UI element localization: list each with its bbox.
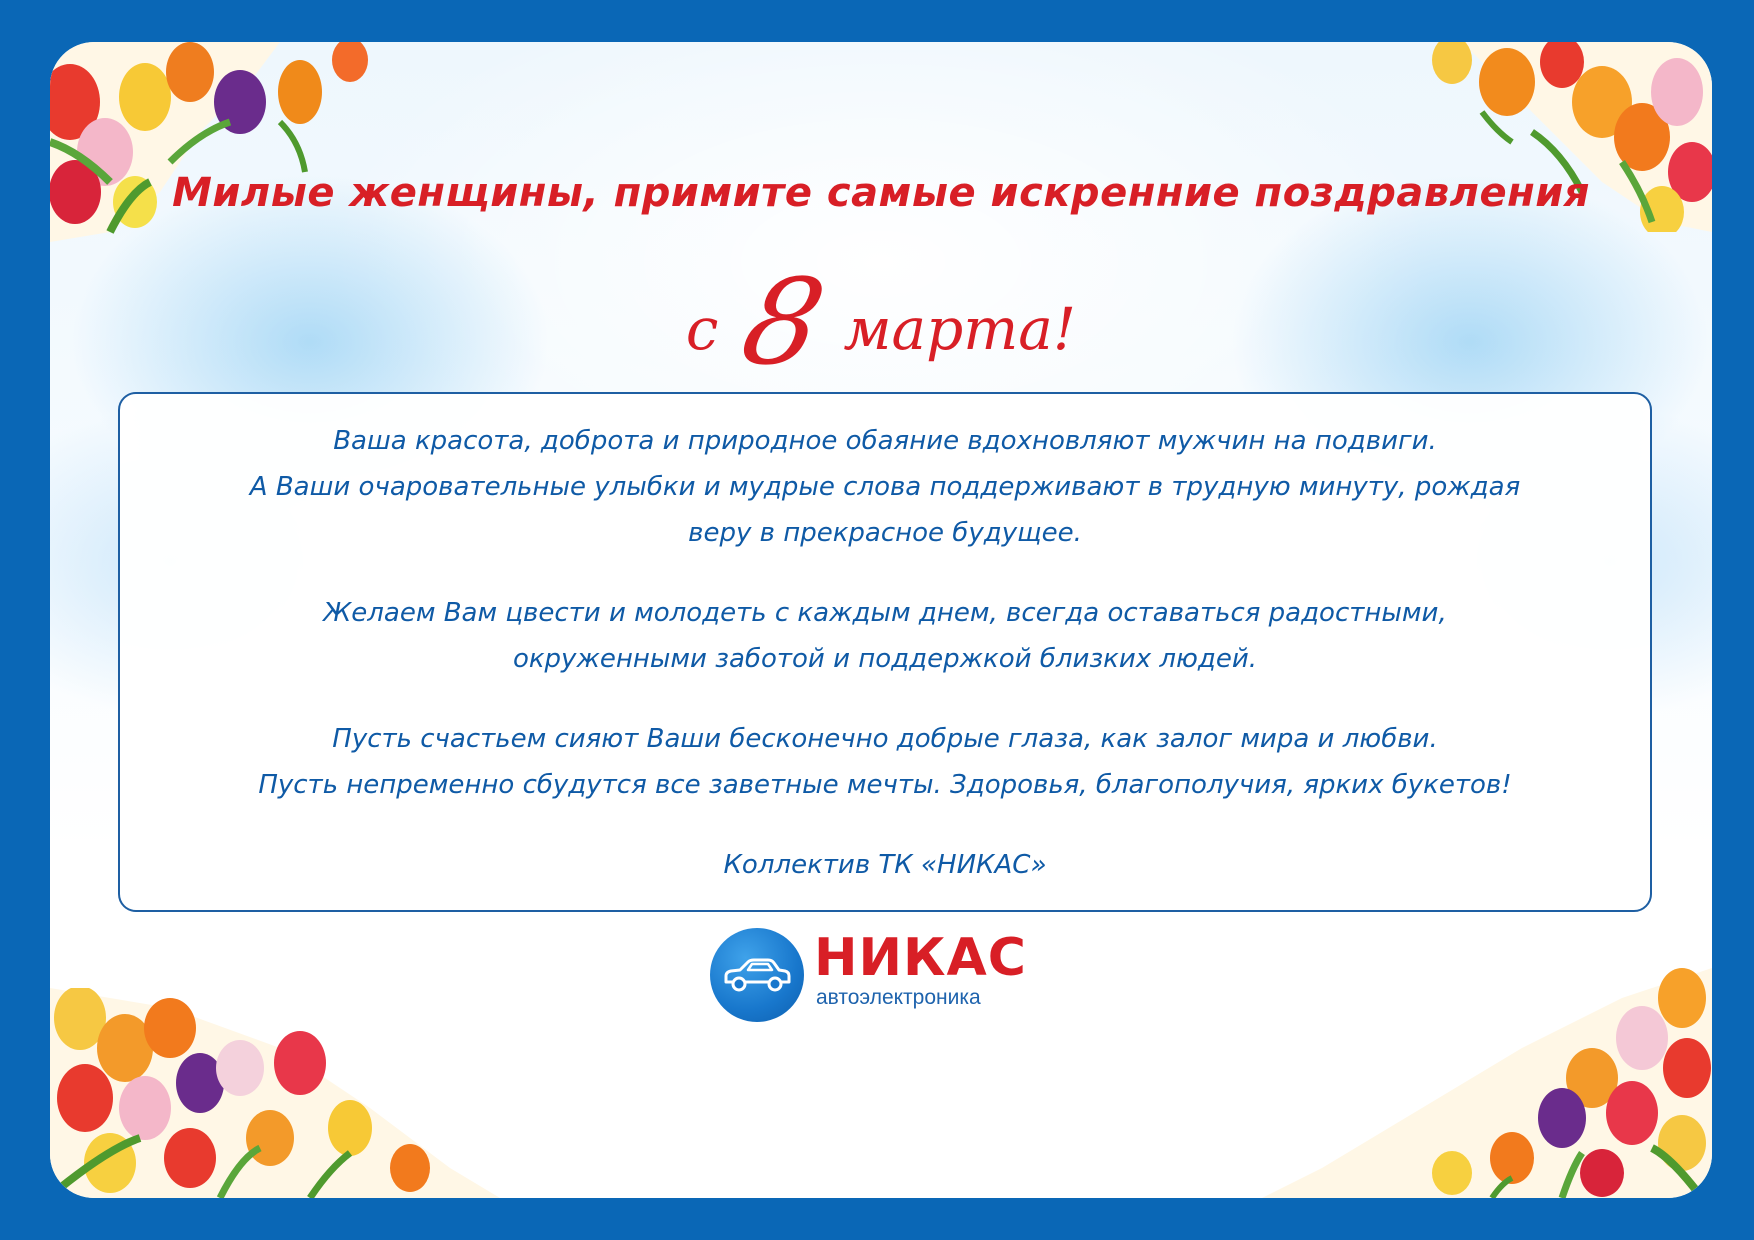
message-line: Пусть непременно сбудутся все заветные мечты. Здоровья, благополучия, ярких букетов! <box>258 770 1512 800</box>
logo-badge <box>710 928 804 1022</box>
message-line: А Ваши очаровательные улыбки и мудрые слова поддерживают в трудную минуту, рождая <box>249 472 1521 502</box>
message-box <box>118 392 1652 912</box>
message-line: Желаем Вам цвести и молодеть с каждым днем, всегда оставаться радостными, <box>323 598 1447 628</box>
message-paragraph-2 <box>120 590 1650 682</box>
message-line: окруженными заботой и поддержкой близких людей. <box>512 644 1258 674</box>
date-prefix: с <box>685 295 719 363</box>
car-icon <box>722 958 792 994</box>
date-title <box>50 253 1712 391</box>
date-number: 8 <box>731 253 837 391</box>
logo-subtitle: автоэлектроника <box>816 986 981 1009</box>
message-line: Пусть счастьем сияют Ваши бесконечно добрые глаза, как залог мира и любви. <box>332 724 1438 754</box>
company-logo <box>710 928 1110 1038</box>
tulip-flowers-bottom-right <box>1262 968 1712 1198</box>
message-paragraph-3 <box>120 716 1650 808</box>
logo-name: НИКАС <box>814 928 1027 988</box>
headline: Милые женщины, примите самые искренние поздравления <box>172 170 1590 216</box>
message-line: Ваша красота, доброта и природное обаяние вдохновляют мужчин на подвиги. <box>333 426 1437 456</box>
message-paragraph-1 <box>120 418 1650 556</box>
date-suffix: марта! <box>843 295 1077 363</box>
greeting-card <box>50 42 1712 1198</box>
message-line: веру в прекрасное будущее. <box>688 518 1082 548</box>
signature: Коллектив ТК «НИКАС» <box>723 850 1047 880</box>
tulip-flowers-bottom-left <box>50 988 500 1198</box>
